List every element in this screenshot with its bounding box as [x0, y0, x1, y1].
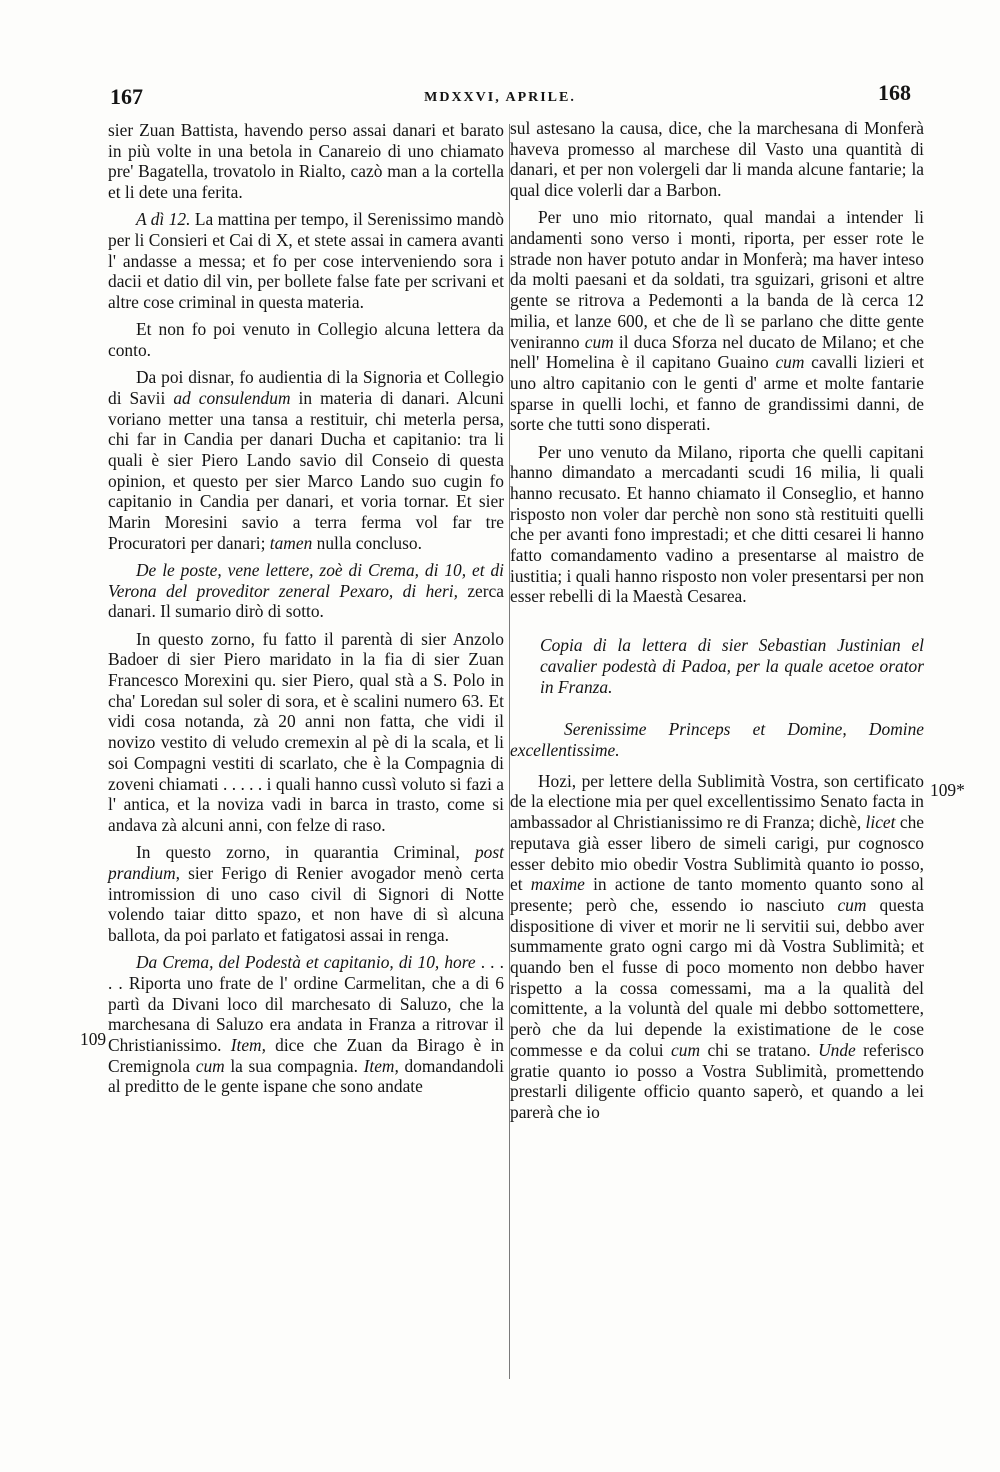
- text: in materia di danari. Alcuni voriano metter una tansa a restituir, chi meterla persa, chi far in Candia per danari Ducha et capitanio: tra li quali è sier Piero Lando savio dil Conseio di questa opinion, et questo per sier Marco Lando suo cugin fo capitanio in Candia per danari, et voria tornar. Et sier Marin Moresini savio a terra ferma vol far tre Procuratori per danari;: [108, 387, 504, 553]
- left-column: [108, 120, 504, 1104]
- text: chi se tratano.: [707, 1039, 811, 1060]
- text: in actione de tanto momento quanto sono al presente; però che, essendo io nasciuto: [510, 874, 924, 915]
- text: In questo zorno, fu fatto il parentà di sier Anzolo Badoer di sier Piero maridato in la fia di sier Zuan Francesco Morexini qu. sier Piero, qual stà a S. Polo in cha' Loredan sul soler di sora, et è scalini numero 63. Et vidi cosa notanda, zà 20 anni non fatta, che vidi il novizo vestito di veludo cremexin al pè di la scala, et li soi Compagni vestiti di scarlato, che è la Compagnia di zoveni chiamati . . . . . i quali hanno cussì voluto si fazi a l' antica, et la noviza vadi in barca in trasto, come si andava zà alcuni anni, con felze di raso.: [108, 628, 504, 835]
- paragraph: [108, 952, 504, 1097]
- date-marker: A dì 12.: [136, 209, 191, 230]
- text: sul astesano la causa, dice, che la marchesana di Monferà haveva promesso al marchese dil Vasto una quantità di danari, et per non volergeli dar li manda alcune fantarie; la qual dice volerli dar a Barbon.: [510, 118, 924, 201]
- text: che reputava già esser libero de simeli carigi, pur cognosco esser debito mio obedir Vostra Sublimità quanto io posso, et: [510, 812, 924, 895]
- paragraph: [108, 842, 504, 946]
- right-column: [510, 118, 924, 1129]
- italic-text: licet: [865, 812, 896, 833]
- letter-salutation: Serenissime Princeps et Domine, Domine excellentissime.: [510, 719, 924, 760]
- italic-text: cum: [837, 894, 867, 915]
- paragraph: [108, 367, 504, 553]
- paragraph: [108, 560, 504, 622]
- text: Per uno mio ritornato, qual mandai a intender li andamenti sono verso i monti, riporta, per esser rote le strade non haver potuto andar in Monferà; ma haver inteso da molti paesani et da soldati, tra sguizari, grisoni et altre gente se ritrova a Pedemonti a la banda de là cerca 12 milia, et lanze 600, et che de lì se parlano che ditte gente veniranno: [510, 207, 924, 352]
- paragraph: [108, 319, 504, 360]
- italic-text: Da Crema, del Podestà et capitanio, di 10, hore: [136, 952, 476, 973]
- text: cavalli lizieri et uno altro capitanio con le genti d' arme et molte fantarie sparse in quelli lochi, et fanno de grandissimi danni, de sorte che tutti sono disperati.: [510, 352, 924, 435]
- text: nulla concluso.: [316, 532, 422, 553]
- paragraph: [510, 118, 924, 201]
- text: Hozi, per lettere della Sublimità Vostra, son certificato de la electione mia per quel excellentissimo Senato facta in ambassador al Christianissimo re di Franza; dichè,: [510, 770, 924, 833]
- italic-text: cum: [775, 352, 805, 373]
- paragraph: [510, 771, 924, 1123]
- paragraph: [108, 629, 504, 836]
- running-title: MDXXVI, APRILE.: [424, 90, 576, 105]
- text: questa dispositione di viver et morir ne li servitii sui, debbo aver summamente grato ogni cargo mi dà Vostra Sublimità; et quando ben el fusse di poco momento non debbo haver rispetto a la cossa comessami, ma a la qualità del comittente, a la voluntà del quale mi debbo sottomettere, però che da lui depende la existimatione de le cose commesse e da colui: [510, 894, 924, 1060]
- text: In questo zorno, in quarantia Criminal,: [136, 842, 460, 863]
- italic-text: cum: [195, 1055, 225, 1076]
- letter-heading: Copia di la lettera di sier Sebastian Justinian el cavalier podestà di Padoa, per la quale acetoe orator in Franza.: [540, 635, 924, 697]
- text: zerca danari. Il sumario dirò di sotto.: [108, 580, 504, 622]
- margin-note-left: 109: [80, 1029, 107, 1049]
- text: La mattina per tempo, il Serenissimo mandò per li Consieri et Cai di X, et stete assai in camera avanti l' andasse a messa; et fo per cose interveniendo sora i dacii et datio dil vin, per bollete false fate per scrivani et altre cose criminal in questa materia.: [108, 209, 504, 313]
- text: Da poi disnar, fo audientia di la Signoria et Collegio di Savii: [108, 367, 504, 408]
- italic-text: cum: [584, 331, 614, 352]
- paragraph: [510, 207, 924, 435]
- italic-text: Item,: [230, 1035, 266, 1056]
- text: la sua compagnia.: [230, 1055, 358, 1076]
- right-page-number: 168: [878, 80, 911, 105]
- italic-text: De le poste, vene lettere, zoè di Crema, di 10, et di Verona del proveditor zeneral Pexaro, di heri,: [108, 560, 504, 601]
- text: sier Zuan Battista, havendo perso assai danari et barato in più volte in una betola in Canareio di uno chiamato pre' Bagatella, trovatolo in Rialto, cazò man a la cortella et li dete una ferita.: [108, 120, 504, 203]
- italic-text: post prandium,: [108, 842, 504, 883]
- margin-note-right: 109*: [930, 780, 965, 800]
- text: Per uno venuto da Milano, riporta che quelli capitani hanno dimandato a mercadanti scudi 16 milia, li quali hanno recusato. Et hanno chiamato il Conseglio, et hanno risposto non voler dar perchè non sono stà restituiti quelli che per avanti fono imprestadi; et che ditti cesarei li hanno fatto comandamento vadino a presentarse al maistro de iustitia; i quali hanno risposto non voler presentarsi per non esser rebelli di la Maestà Cesarea.: [510, 441, 924, 607]
- left-page-number: 167: [110, 84, 143, 109]
- text: referisco gratie quanto io posso a Vostra Sublimità, promettendo prestarli diligente officio quanto saperò, et quando a lei parerà che io: [510, 1039, 924, 1122]
- text: il duca Sforza nel ducato de Milano; et che nell' Homelina è il capitano Guaino: [510, 331, 924, 373]
- italic-text: cum: [671, 1039, 701, 1060]
- text: domandandoli al preditto de le gente ispane che sono andate: [108, 1055, 504, 1097]
- italic-text: Item,: [363, 1055, 399, 1076]
- italic-text: tamen: [269, 532, 313, 553]
- italic-text: ad consulendum: [173, 387, 291, 408]
- paragraph: [510, 442, 924, 608]
- text: . . . . . Riporta uno frate de l' ordine Carmelitan, che a di 6 partì da Divani loco dil marchesato di Saluzo, che la marchesana di Saluzo era andata in Franza a ritrovar il Christianissimo.: [108, 952, 504, 1056]
- italic-text: maxime: [530, 874, 585, 895]
- text: sier Ferigo di Renier avogador menò certa intromission di uno caso civil di Signori di Notte volendo taiar ditto spazo, et non have di sì alcuna ballota, da poi parlato et fatigatosi assai in renga.: [108, 862, 504, 946]
- text: dice che Zuan da Birago è in Cremignola: [108, 1035, 504, 1076]
- paragraph: [108, 209, 504, 313]
- paragraph: [108, 120, 504, 203]
- italic-text: Unde: [818, 1039, 856, 1060]
- text: Et non fo poi venuto in Collegio alcuna lettera da conto.: [108, 319, 504, 361]
